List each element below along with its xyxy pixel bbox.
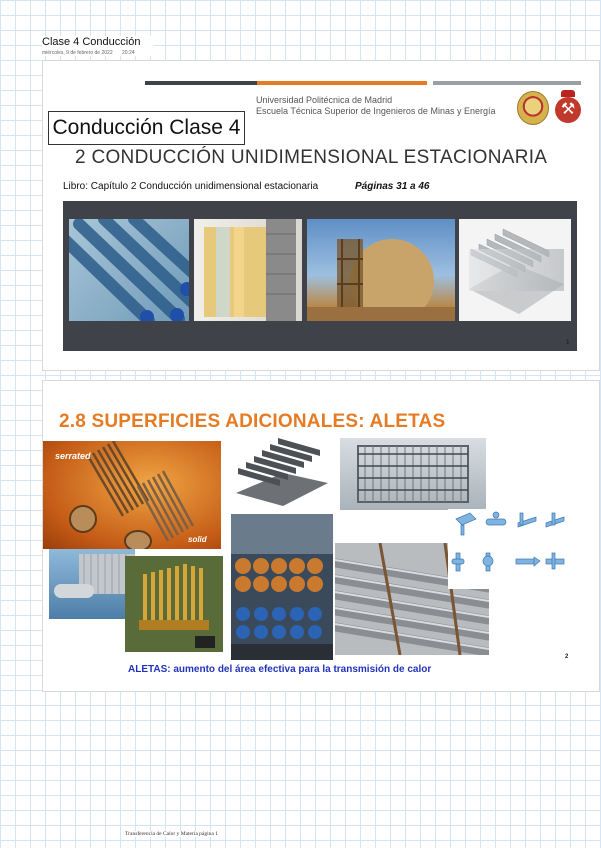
accent-bar-grey — [433, 81, 581, 85]
heat-sink-image — [459, 219, 571, 321]
page-time: 20:24 — [122, 50, 135, 56]
book-pages: Páginas 31 a 46 — [355, 181, 430, 192]
slide-number: 1 — [566, 340, 570, 346]
page-footer: Transferencia de Calor y Materia página 1 — [122, 831, 221, 837]
upm-seal-logo — [517, 91, 549, 125]
page-title: Clase 4 Conducción — [42, 36, 141, 48]
page-header — [42, 36, 153, 56]
book-reference: Libro: Capítulo 2 Conducción unidimensional estacionaria — [63, 181, 319, 192]
angled-heatsink-image — [228, 438, 334, 508]
spherical-tank-image — [307, 219, 455, 321]
mines-school-logo: ⚒ — [553, 90, 583, 124]
slide-heading: 2.8 SUPERFICIES ADICIONALES: ALETAS — [59, 411, 446, 432]
page-meta — [42, 50, 143, 56]
pipe-stacks-image — [231, 514, 333, 660]
slide-2 — [42, 380, 600, 692]
image-band — [63, 201, 577, 351]
wall-insulation-image — [194, 219, 302, 321]
page-date: miércoles, 9 de febrero de 2022 — [42, 50, 113, 56]
finned-pipe-image — [49, 549, 135, 619]
slide-number: 2 — [565, 654, 569, 660]
course-title: Conducción Clase 4 — [48, 111, 245, 145]
label-solid: solid — [188, 535, 207, 544]
slide-heading: 2 CONDUCCIÓN UNIDIMENSIONAL ESTACIONARIA — [75, 147, 548, 168]
accent-bar-orange — [257, 81, 427, 85]
fin-types-diagram — [448, 509, 568, 589]
university-text — [256, 95, 495, 117]
cpu-heatsink-image — [125, 556, 223, 652]
university-name: Universidad Politécnica de Madrid — [256, 95, 393, 105]
school-name: Escuela Técnica Superior de Ingenieros de Minas y Energía — [256, 106, 496, 116]
condenser-coil-image — [340, 438, 486, 510]
slide-caption: ALETAS: aumento del área efectiva para la transmisión de calor — [128, 664, 432, 675]
slide-1 — [42, 60, 600, 371]
label-serrated: serrated — [55, 451, 91, 461]
insulated-pipes-image — [69, 219, 189, 321]
